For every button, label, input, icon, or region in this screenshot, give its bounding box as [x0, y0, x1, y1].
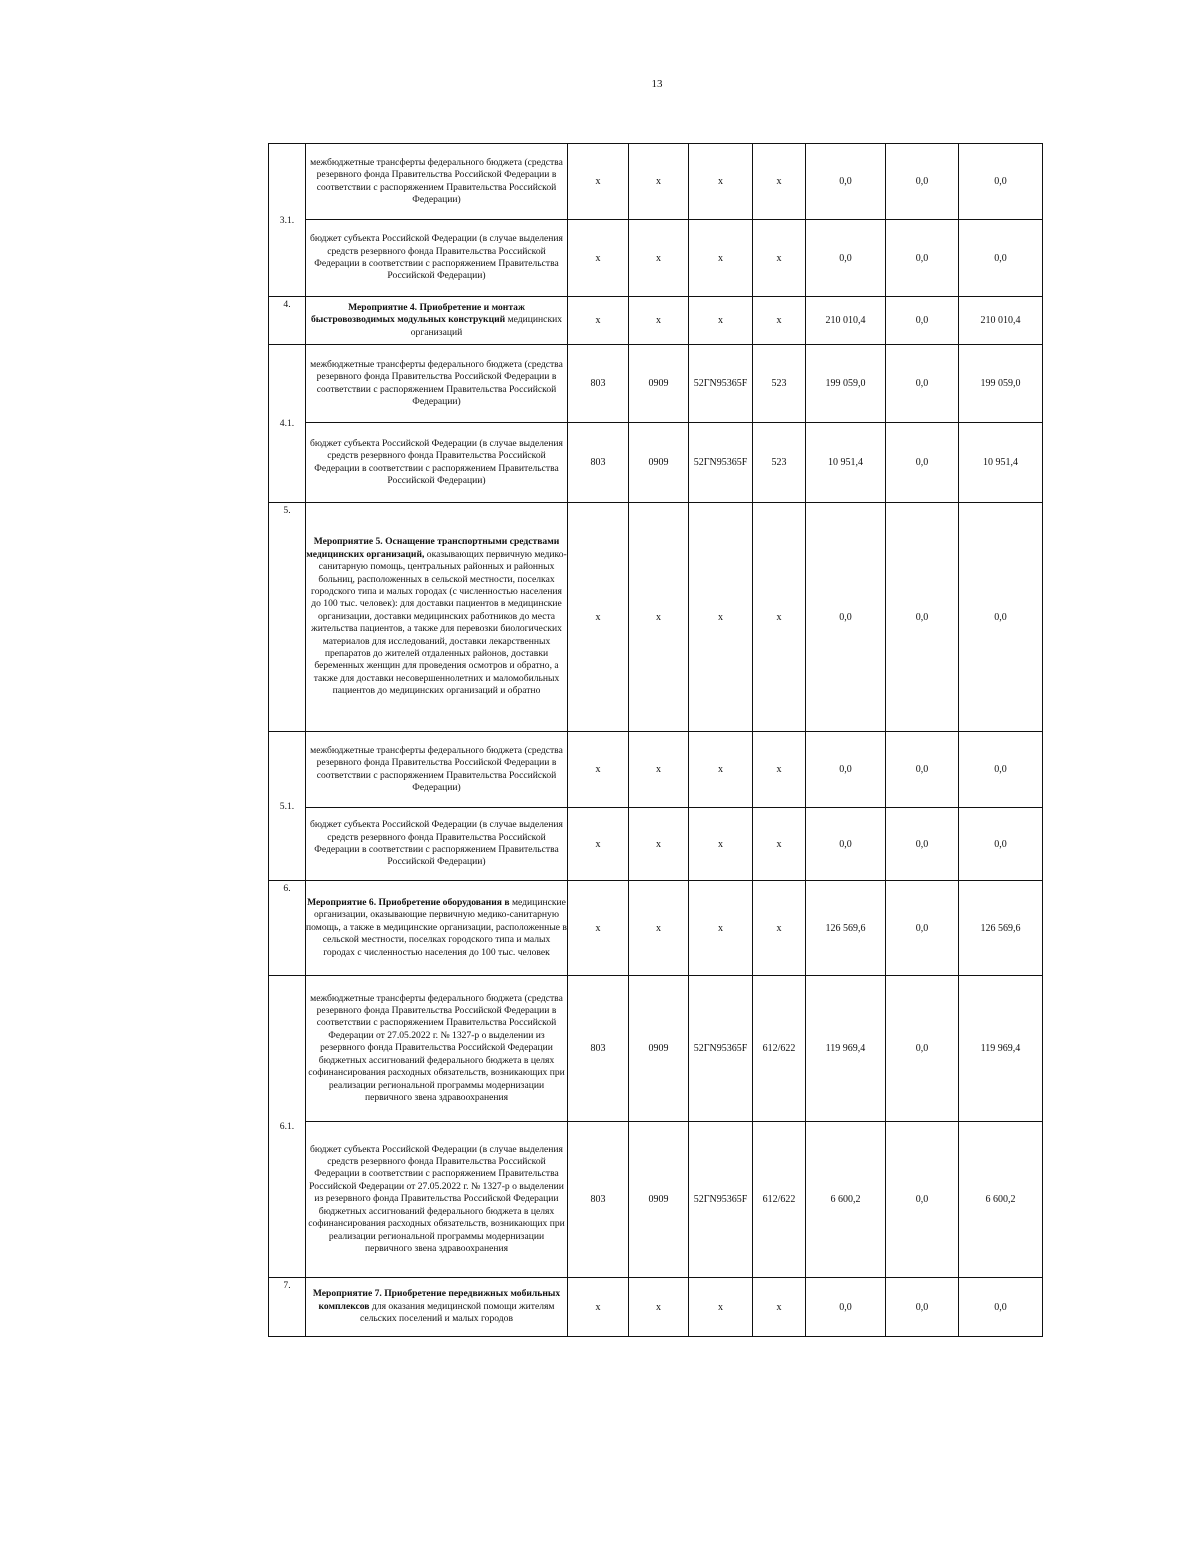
cell-amount-2: 0,0	[886, 345, 959, 423]
row-number: 5.1.	[269, 732, 306, 881]
cell-c3: 52ГN95365F	[689, 345, 753, 423]
row-number: 6.	[269, 881, 306, 976]
cell-c1: x	[568, 144, 629, 220]
cell-amount-3: 119 969,4	[959, 976, 1043, 1122]
row-description-text: для оказания медицинской помощи жителям сельских поселений и малых городов	[359, 1300, 555, 1325]
row-description-text: оказывающих первичную медико-санитарную помощь, центральных районных и районных больниц, расположенных в сельской местности, поселках городского типа и малых городах (с численностью населения до 100 тыс. человек): для доставки пациентов в медицинские организации, доставки медицинских работников до места жительства пациентов, а также для перевозки биологических материалов для исследований, доставки лекарственных препаратов до жителей отдаленных районов, доставки беременных женщин для проведения осмотров и обратно, а также для доставки несовершеннолетних и маломобильных пациентов до медицинских организаций и обратно	[311, 548, 567, 697]
cell-amount-2: 0,0	[886, 423, 959, 503]
row-description: межбюджетные трансферты федерального бюджета (средства резервного фонда Правительства Российской Федерации в соответствии с распоряжением Правительства Российской Федерации)	[306, 345, 568, 423]
table-row	[269, 345, 1043, 423]
row-description: межбюджетные трансферты федерального бюджета (средства резервного фонда Правительства Российской Федерации в соответствии с распоряжением Правительства Российской Федерации от 27.05.2022 г. № 1327-р о выделении из резервного фонда Правительства Российской Федерации бюджетных ассигнований федерального бюджета в целях софинансирования расходных обязательств, возникающих при реализации региональной программы модернизации первичного звена здравоохранения	[306, 976, 568, 1122]
cell-amount-3: 6 600,2	[959, 1122, 1043, 1278]
cell-c1: 803	[568, 976, 629, 1122]
row-description: межбюджетные трансферты федерального бюджета (средства резервного фонда Правительства Российской Федерации в соответствии с распоряжением Правительства Российской Федерации)	[306, 732, 568, 808]
cell-amount-1: 0,0	[806, 732, 886, 808]
cell-c2: x	[629, 732, 689, 808]
cell-c1: x	[568, 297, 629, 345]
cell-c2: 0909	[629, 423, 689, 503]
table-row	[269, 732, 1043, 808]
cell-c3: 52ГN95365F	[689, 976, 753, 1122]
cell-amount-1: 0,0	[806, 1278, 886, 1337]
cell-c4: x	[753, 503, 806, 732]
cell-c4: x	[753, 881, 806, 976]
budget-table	[268, 143, 1043, 1337]
table-row	[269, 881, 1043, 976]
cell-c3: x	[689, 1278, 753, 1337]
cell-c3: x	[689, 881, 753, 976]
cell-amount-3: 10 951,4	[959, 423, 1043, 503]
table-row	[269, 423, 1043, 503]
cell-c2: x	[629, 144, 689, 220]
row-number: 6.1.	[269, 976, 306, 1278]
cell-c2: x	[629, 297, 689, 345]
row-title: Мероприятие 7. Приобретение передвижных мобильных комплексов	[312, 1288, 561, 1312]
cell-amount-3: 0,0	[959, 808, 1043, 881]
cell-amount-3: 0,0	[959, 220, 1043, 297]
cell-c4: 523	[753, 423, 806, 503]
cell-amount-3: 0,0	[959, 144, 1043, 220]
cell-amount-1: 0,0	[806, 503, 886, 732]
cell-c4: x	[753, 732, 806, 808]
table-row	[269, 976, 1043, 1122]
cell-c3: x	[689, 732, 753, 808]
cell-amount-2: 0,0	[886, 144, 959, 220]
cell-amount-3: 0,0	[959, 1278, 1043, 1337]
page-number: 13	[651, 78, 663, 90]
cell-c4: x	[753, 297, 806, 345]
row-number: 4.1.	[269, 345, 306, 503]
cell-c1: x	[568, 1278, 629, 1337]
row-number: 7.	[269, 1278, 306, 1337]
row-title: Мероприятие 5. Оснащение транспортными средствами медицинских организаций,	[306, 536, 560, 560]
cell-amount-3: 210 010,4	[959, 297, 1043, 345]
cell-c4: 612/622	[753, 1122, 806, 1278]
row-description-text: медицинские организации, оказывающие первичную медико-санитарную помощь, а также в медицинские организации, расположенные в сельской местности, поселках городского типа и малых городах с численностью населения до 100 тыс. человек	[306, 896, 567, 958]
row-number: 5.	[269, 503, 306, 732]
table-row	[269, 1278, 1043, 1337]
row-description	[306, 297, 568, 345]
table-row	[269, 1122, 1043, 1278]
row-description: бюджет субъекта Российской Федерации (в случае выделения средств резервного фонда Правительства Российской Федерации в соответствии с распоряжением Правительства Российской Федерации)	[306, 808, 568, 881]
cell-amount-1: 0,0	[806, 144, 886, 220]
cell-amount-2: 0,0	[886, 881, 959, 976]
table-row	[269, 503, 1043, 732]
table-row	[269, 808, 1043, 881]
row-title: Мероприятие 6. Приобретение оборудования в	[307, 896, 510, 908]
cell-c1: x	[568, 503, 629, 732]
cell-c3: 52ГN95365F	[689, 423, 753, 503]
cell-amount-2: 0,0	[886, 503, 959, 732]
cell-amount-1: 0,0	[806, 808, 886, 881]
cell-c4: x	[753, 1278, 806, 1337]
cell-amount-3: 126 569,6	[959, 881, 1043, 976]
cell-c3: x	[689, 220, 753, 297]
cell-amount-1: 210 010,4	[806, 297, 886, 345]
row-description-text: медицинских организаций	[410, 314, 563, 338]
cell-c1: x	[568, 881, 629, 976]
cell-c3: x	[689, 808, 753, 881]
cell-amount-2: 0,0	[886, 976, 959, 1122]
cell-c1: 803	[568, 345, 629, 423]
table-row	[269, 144, 1043, 220]
cell-c2: 0909	[629, 1122, 689, 1278]
table-row	[269, 220, 1043, 297]
cell-c1: 803	[568, 423, 629, 503]
cell-amount-1: 126 569,6	[806, 881, 886, 976]
cell-c4: x	[753, 220, 806, 297]
cell-amount-3: 0,0	[959, 503, 1043, 732]
cell-c1: x	[568, 808, 629, 881]
cell-amount-1: 199 059,0	[806, 345, 886, 423]
cell-amount-1: 10 951,4	[806, 423, 886, 503]
cell-c1: x	[568, 732, 629, 808]
cell-c2: 0909	[629, 976, 689, 1122]
row-description: межбюджетные трансферты федерального бюджета (средства резервного фонда Правительства Российской Федерации в соответствии с распоряжением Правительства Российской Федерации)	[306, 144, 568, 220]
cell-c2: x	[629, 808, 689, 881]
row-number: 3.1.	[269, 144, 306, 297]
row-description: бюджет субъекта Российской Федерации (в случае выделения средств резервного фонда Правительства Российской Федерации в соответствии с распоряжением Правительства Российской Федерации)	[306, 423, 568, 503]
cell-amount-3: 199 059,0	[959, 345, 1043, 423]
cell-amount-2: 0,0	[886, 1122, 959, 1278]
cell-amount-2: 0,0	[886, 220, 959, 297]
cell-c3: x	[689, 144, 753, 220]
cell-amount-2: 0,0	[886, 297, 959, 345]
table-row	[269, 297, 1043, 345]
cell-c3: x	[689, 297, 753, 345]
row-description	[306, 881, 568, 976]
cell-c3: x	[689, 503, 753, 732]
cell-c4: 612/622	[753, 976, 806, 1122]
cell-amount-1: 6 600,2	[806, 1122, 886, 1278]
cell-c2: x	[629, 1278, 689, 1337]
cell-c2: 0909	[629, 345, 689, 423]
cell-c4: x	[753, 808, 806, 881]
cell-c2: x	[629, 220, 689, 297]
cell-amount-2: 0,0	[886, 732, 959, 808]
cell-amount-2: 0,0	[886, 1278, 959, 1337]
row-description	[306, 503, 568, 732]
cell-amount-2: 0,0	[886, 808, 959, 881]
cell-c2: x	[629, 503, 689, 732]
cell-amount-1: 119 969,4	[806, 976, 886, 1122]
row-number: 4.	[269, 297, 306, 345]
row-description	[306, 1278, 568, 1337]
row-description: бюджет субъекта Российской Федерации (в случае выделения средств резервного фонда Правительства Российской Федерации в соответствии с распоряжением Правительства Российской Федерации)	[306, 220, 568, 297]
cell-c3: 52ГN95365F	[689, 1122, 753, 1278]
row-title: Мероприятие 4. Приобретение и монтаж быстровозводимых модульных конструкций	[310, 301, 525, 326]
cell-c1: 803	[568, 1122, 629, 1278]
cell-c4: x	[753, 144, 806, 220]
row-description: бюджет субъекта Российской Федерации (в случае выделения средств резервного фонда Правительства Российской Федерации в соответствии с распоряжением Правительства Российской Федерации от 27.05.2022 г. № 1327-р о выделении из резервного фонда Правительства Российской Федерации бюджетных ассигнований федерального бюджета в целях софинансирования расходных обязательств, возникающих при реализации региональной программы модернизации первичного звена здравоохранения	[306, 1122, 568, 1278]
cell-amount-3: 0,0	[959, 732, 1043, 808]
cell-amount-1: 0,0	[806, 220, 886, 297]
cell-c2: x	[629, 881, 689, 976]
cell-c4: 523	[753, 345, 806, 423]
cell-c1: x	[568, 220, 629, 297]
